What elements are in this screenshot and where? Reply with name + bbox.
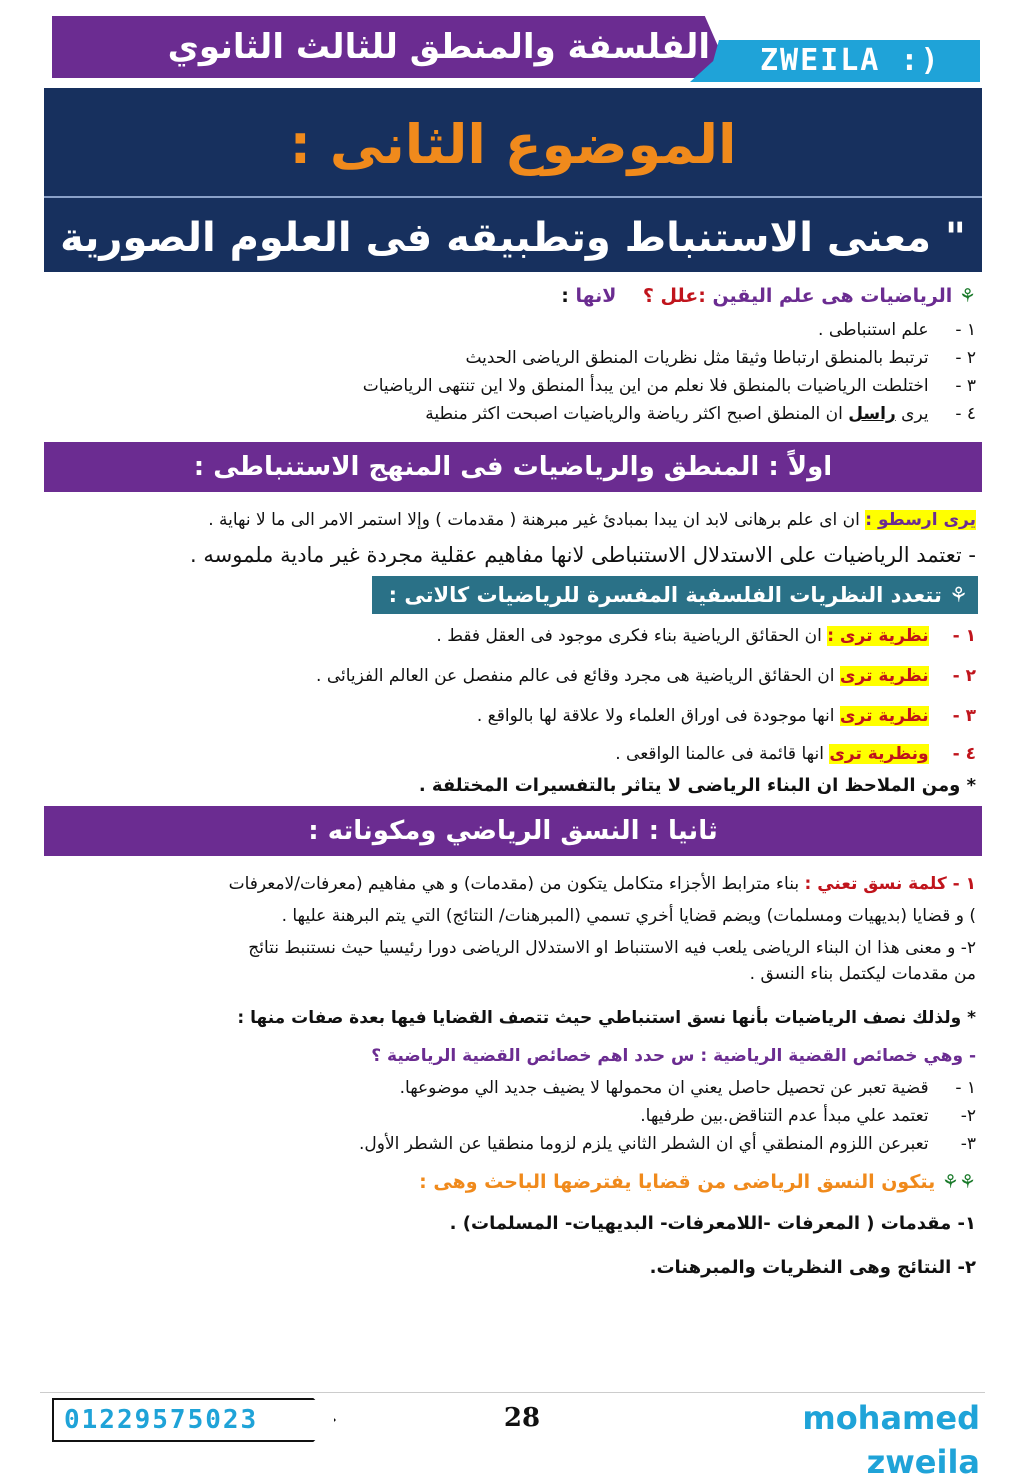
topic-divider: [44, 196, 982, 198]
intro-question-text: الرياضيات هى علم اليقين: [712, 285, 953, 307]
property-item: [640, 1104, 976, 1128]
intro-question-why: :علل ؟: [642, 285, 706, 307]
leaf-icon: ⚘: [958, 285, 976, 307]
theory-label: ونظرية ترى: [829, 744, 929, 764]
footer-phone: 01229575023: [64, 1405, 259, 1435]
item-number: ٤ -: [955, 404, 976, 424]
component-item: ٢- النتائج وهى النظريات والمبرهنات.: [649, 1257, 976, 1278]
item-number: ٢-: [960, 1106, 976, 1126]
theories-heading: [372, 576, 968, 614]
leaf-icon: ⚘⚘: [941, 1171, 976, 1193]
definition-text: بناء مترابط الأجزاء متكامل يتكون من (مقدمات) و هي مفاهيم (معرفات/لامعرفات: [228, 874, 800, 894]
item-text: ان المنطق اصبح اكثر رياضة والرياضيات اصبحت اكثر منطية: [425, 404, 843, 424]
theory-item: [316, 664, 976, 688]
property-text: قضية تعبر عن تحصيل حاصل يعني ان محمولها لا يضيف جديد الي موضوعها.: [399, 1078, 929, 1098]
item-text: يرى: [901, 404, 929, 424]
section1-heading: اولاً : المنطق والرياضيات فى المنهج الاستنباطى :: [193, 452, 833, 482]
intro-question: [561, 284, 976, 308]
item-number: ١ -: [955, 1078, 976, 1098]
theory-text: انها موجودة فى اوراق العلماء ولا علاقة لها بالواقع .: [476, 706, 835, 726]
intro-question-colon: :: [561, 285, 569, 307]
aristotle-line: [208, 508, 976, 532]
theory-label: نظرية ترى :: [827, 626, 929, 646]
definition-line: [229, 872, 976, 896]
theory-label: نظرية ترى: [839, 666, 929, 686]
footer-brand: mohamed zweila: [802, 1399, 980, 1481]
item-number: ٣-: [960, 1134, 976, 1154]
item-number: ٢ -: [955, 348, 976, 368]
item-number: ١ -: [952, 626, 976, 646]
star-line: * ولذلك نصف الرياضيات بأنها نسق استنباطي حيث تتصف القضايا فيها بعدة صفات منها :: [237, 1008, 976, 1028]
components-heading-text: يتكون النسق الرياضى من قضايا يفترضها الباحث وهى :: [419, 1171, 936, 1193]
item-number: ١ -: [955, 320, 976, 340]
component-item: ١- مقدمات ( المعرفات -اللامعرفات- البديهيات- المسلمات) .: [449, 1213, 976, 1234]
leaf-icon: ⚘: [949, 583, 968, 607]
item-number: ٢ -: [952, 666, 976, 686]
item-number: ٤ -: [952, 744, 976, 764]
intro-item: [818, 318, 976, 342]
theory-text: ان الحقائق الرياضية هى مجرد وقائع فى عالم منفصل عن العالم الفزيائى .: [316, 666, 835, 686]
theory-item: [615, 742, 976, 766]
item-number: ٣ -: [952, 706, 976, 726]
topic-title: الموضوع الثانى :: [289, 113, 737, 176]
property-item: [359, 1132, 976, 1156]
components-heading: [419, 1170, 976, 1194]
section2-heading: ثانيا : النسق الرياضي ومكوناته :: [308, 816, 718, 846]
properties-question: - وهي خصائص القضية الرياضية : س حدد اهم خصائص القضية الرياضية ؟: [371, 1046, 976, 1066]
theory-item: [477, 704, 976, 728]
theories-remark: * ومن الملاحظ ان البناء الرياضى لا يتاثر بالتفسيرات المختلفة .: [418, 775, 976, 796]
intro-item: [465, 346, 976, 370]
topic-subtitle: " معنى الاستنباط وتطبيقه فى العلوم الصورية ": [60, 215, 966, 321]
item-number: ٣ -: [955, 376, 976, 396]
russell-name: راسل: [848, 404, 896, 424]
theory-item: [436, 624, 976, 648]
theory-text: ان الحقائق الرياضية بناء فكرى موجود فى العقل فقط .: [436, 626, 822, 646]
theory-label: نظرية ترى: [839, 706, 929, 726]
theory-text: انها قائمة فى عالمنا الواقعى .: [615, 744, 824, 764]
footer-rule: [40, 1392, 985, 1393]
item-text: علم استنباطى .: [818, 320, 929, 340]
header-title: الفلسفة والمنطق للثالث الثانوي: [167, 27, 710, 67]
definition-label: ١ - كلمة نسق تعني :: [804, 874, 976, 894]
intro-item: [363, 374, 976, 398]
aristotle-text: ان اى علم برهانى لابد ان يبدا بمبادئ غير مبرهنة ( مقدمات ) وإلا استمر الامر الى ما لا نهاية .: [208, 510, 860, 530]
page-number: 28: [503, 1403, 541, 1433]
item-text: ترتبط بالمنطق ارتباطا وثيقا مثل نظريات المنطق الرياضى الحديث: [465, 348, 929, 368]
intro-question-because: لانها: [575, 285, 617, 307]
property-text: تعتمد علي مبدأ عدم التناقض.بين طرفيها.: [640, 1106, 929, 1126]
aristotle-label: يرى ارسطو :: [865, 510, 976, 530]
theories-heading-text: تتعدد النظريات الفلسفية المفسرة للرياضيات كالاتى :: [388, 583, 942, 607]
property-item: [400, 1076, 976, 1100]
meaning-line2: من مقدمات ليكتمل بناء النسق .: [749, 964, 976, 984]
item-text: اختلطت الرياضيات بالمنطق فلا نعلم من اين يبدأ المنطق ولا اين تنتهى الرياضيات: [362, 376, 929, 396]
header-brand: ZWEILA :): [760, 43, 941, 78]
property-text: تعبرعن اللزوم المنطقي أي ان الشطر الثاني يلزم لزوما منطقيا عن الشطر الأول.: [358, 1134, 929, 1154]
definition-line2: ) و قضايا (بديهيات ومسلمات) ويضم قضايا أخري تسمي (المبرهنات/ النتائج) التي يتم البرهنة عليها .: [281, 906, 976, 926]
meaning-line: ٢- و معنى هذا ان البناء الرياضى يلعب فيه الاستنباط او الاستدلال الرياضى دورا رئيسيا حيث نستنبط نتائج: [248, 938, 976, 958]
math-note: - تعتمد الرياضيات على الاستدلال الاستنباطى لانها مفاهيم عقلية مجردة غير مادية ملموسه .: [190, 543, 976, 567]
intro-item: [425, 402, 976, 426]
